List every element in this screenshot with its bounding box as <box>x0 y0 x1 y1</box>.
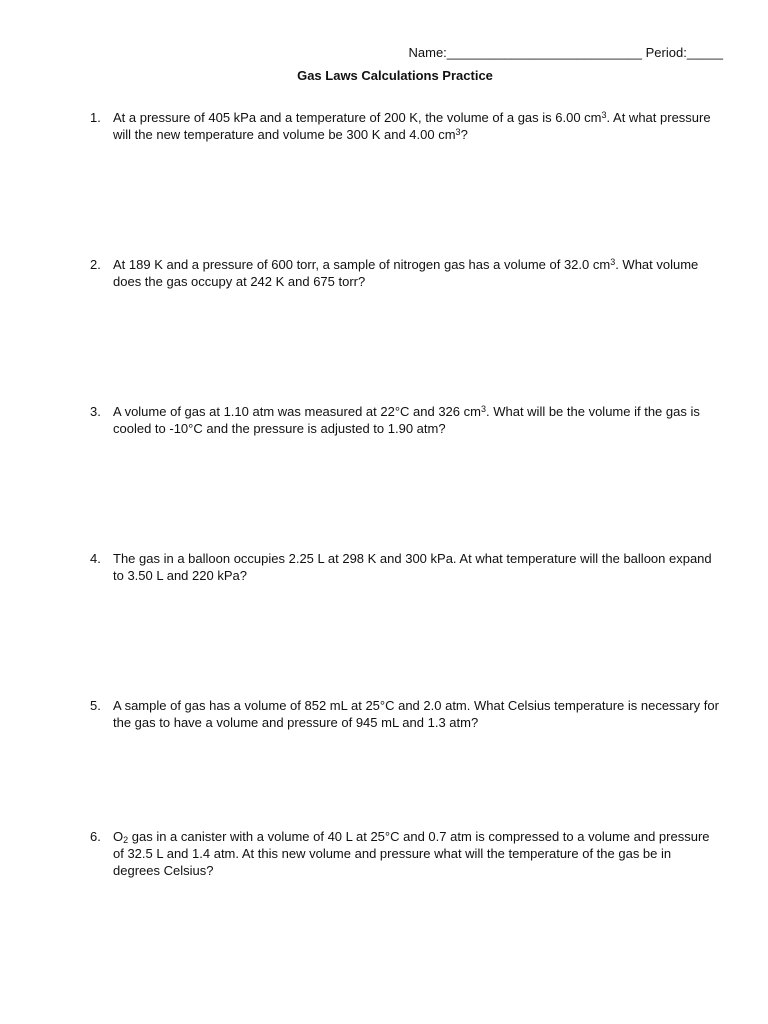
question-4 <box>90 550 720 584</box>
question-text: A volume of gas at 1.10 atm was measured at 22°C and 326 $cm^3$. What will be the volume if the gas is cooled to -10°C and the pressure is adjusted to 1.90 atm? <box>113 404 700 436</box>
question-number: 4. <box>90 551 101 566</box>
question-number: 1. <box>90 110 101 125</box>
subscript-2: 2 <box>123 835 129 845</box>
question-text: $O_2$ gas in a canister with a volume of 40 L at 25°C and 0.7 atm is compressed to a volume and pressure of 32.5 L and 1.4 atm. At this new volume and pressure what will the temperature of the gas be in degrees Celsius? <box>113 829 710 878</box>
superscript-3: 3 <box>455 127 461 137</box>
question-3 <box>90 403 720 437</box>
question-number: 5. <box>90 698 101 713</box>
question-text: A sample of gas has a volume of 852 mL at 25°C and 2.0 atm. What Celsius temperature is necessary for the gas to have a volume and pressure of 945 mL and 1.3 atm? <box>113 698 719 730</box>
name-label: Name: <box>408 45 447 60</box>
period-label: Period: <box>645 45 687 60</box>
page-title: Gas Laws Calculations Practice <box>297 68 493 83</box>
question-1 <box>90 109 720 143</box>
period-blank: _____ <box>686 45 723 60</box>
question-number: 6. <box>90 829 101 844</box>
question-5 <box>90 697 720 731</box>
superscript-3: 3 <box>480 404 486 414</box>
question-number: 3. <box>90 404 101 419</box>
question-text: At 189 K and a pressure of 600 torr, a sample of nitrogen gas has a volume of 32.0 $cm^3$. What volume does the gas occupy at 242 K and 675 torr? <box>113 257 699 289</box>
question-6 <box>90 828 720 879</box>
superscript-3: 3 <box>601 110 607 120</box>
superscript-3: 3 <box>610 257 616 267</box>
question-text: The gas in a balloon occupies 2.25 L at 298 K and 300 kPa. At what temperature will the balloon expand to 3.50 L and 220 kPa? <box>113 551 712 583</box>
header-line <box>409 45 724 60</box>
question-number: 2. <box>90 257 101 272</box>
question-2 <box>90 256 720 290</box>
name-blank: ___________________________ <box>446 45 643 60</box>
question-text: At a pressure of 405 kPa and a temperature of 200 K, the volume of a gas is 6.00 $cm^3$. At what pressure will the new temperature and volume be 300 K and 4.00 $cm^3$? <box>113 110 711 142</box>
